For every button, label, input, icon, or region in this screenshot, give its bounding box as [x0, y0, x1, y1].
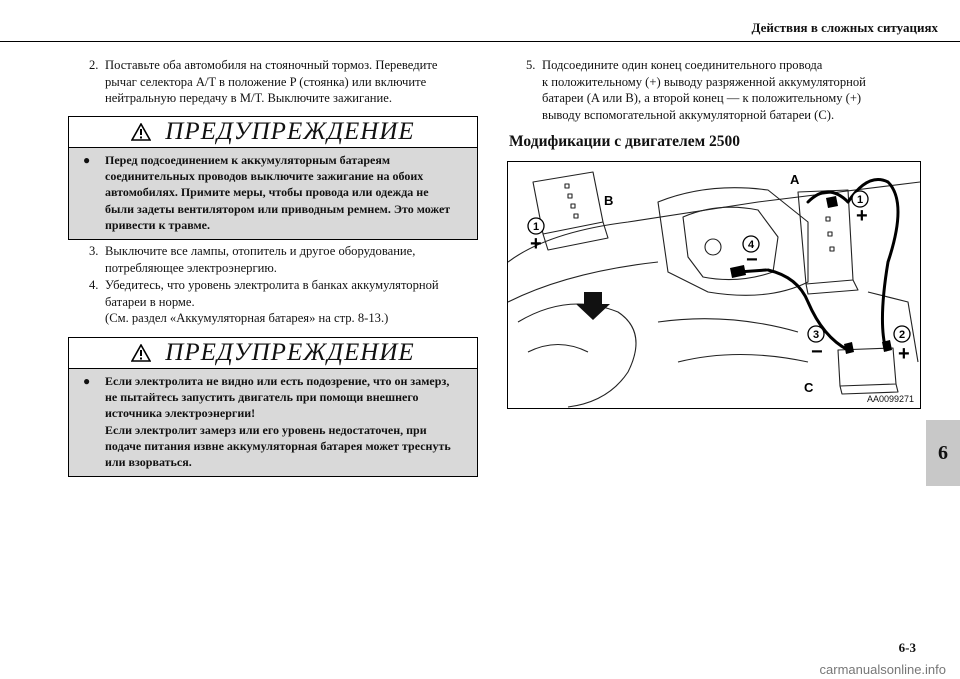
step-line: (См. раздел «Аккумуляторная батарея» на стр. 8-13.) — [105, 311, 389, 325]
step-4 — [89, 277, 489, 327]
step-line: нейтральную передачу в M/T. Выключите зажигание. — [105, 91, 392, 105]
callout-1-right: 1 — [856, 194, 864, 206]
warning-title: ПРЕДУПРЕЖДЕНИЕ — [165, 339, 415, 366]
warning-triangle-icon — [131, 344, 151, 362]
warning-line: Если электролита не видно или есть подозрение, что он замерз, — [105, 374, 450, 388]
watermark: carmanualsonline.info — [819, 662, 946, 677]
step-line: рычаг селектора A/T в положение P (стоянка) или включите — [105, 74, 427, 89]
step-line: Поставьте оба автомобиля на стояночный тормоз. Переведите — [105, 58, 438, 72]
header-divider — [0, 41, 960, 42]
warning-line: автомобилях. Примите меры, чтобы провода или одежда не — [105, 185, 429, 200]
step-number: 3. — [89, 244, 99, 258]
warning-box-1 — [68, 116, 478, 240]
callout-4: 4 — [747, 239, 755, 251]
callout-3: 3 — [812, 329, 820, 341]
step-number: 5. — [526, 58, 536, 72]
step-line: выводу вспомогательной аккумуляторной батареи (C). — [542, 107, 835, 122]
step-2 — [89, 57, 489, 107]
minus-sign-ground: − — [746, 249, 758, 271]
plus-sign-left: + — [530, 233, 542, 255]
figure-code: AA0099271 — [866, 394, 914, 404]
warning-line: Если электролит замерз или его уровень недостаточен, при — [105, 422, 427, 437]
step-line: батареи (A или B), а второй конец — к положительному (+) — [542, 91, 862, 105]
chapter-tab: 6 — [926, 420, 960, 486]
warning-line: или взорваться. — [105, 455, 192, 470]
chapter-title: Действия в сложных ситуациях — [751, 20, 938, 35]
warning-triangle-icon — [131, 123, 151, 141]
warning-line: соединительных проводов выключите зажигание на обоих — [105, 169, 424, 184]
warning-body — [69, 369, 477, 476]
warning-header — [69, 338, 477, 369]
step-line: к положительному (+) выводу разряженной аккумуляторной — [542, 74, 866, 89]
warning-box-2 — [68, 337, 478, 477]
plus-sign-right: + — [856, 205, 868, 227]
step-5 — [526, 57, 926, 123]
warning-body — [69, 148, 477, 239]
warning-title: ПРЕДУПРЕЖДЕНИЕ — [165, 118, 415, 145]
label-battery-b: B — [604, 193, 614, 208]
plus-sign-booster: + — [898, 343, 910, 365]
step-number: 2. — [89, 58, 99, 72]
step-3 — [89, 243, 489, 276]
bullet-icon: ● — [83, 374, 91, 388]
callout-1-left: 1 — [532, 221, 540, 233]
step-line: Выключите все лампы, отопитель и другое оборудование, — [105, 244, 416, 258]
warning-line: подаче питания извне аккумуляторная батарея может треснуть — [105, 438, 451, 453]
step-line: потребляющее электроэнергию. — [105, 260, 277, 275]
warning-header — [69, 117, 477, 148]
bullet-icon: ● — [83, 153, 91, 167]
minus-sign-booster: − — [811, 341, 823, 363]
callout-2: 2 — [898, 329, 906, 341]
warning-line: Перед подсоединением к аккумуляторным батареям — [105, 153, 391, 167]
warning-line: источника электроэнергии! — [105, 406, 256, 421]
warning-line: были задеты вентилятором или приводным ремнем. Это может — [105, 201, 451, 216]
label-battery-a: A — [790, 172, 800, 187]
step-line: Убедитесь, что уровень электролита в банках аккумуляторной — [105, 278, 439, 292]
step-line: Подсоедините один конец соединительного провода — [542, 58, 823, 72]
label-battery-c: C — [804, 380, 814, 395]
page-number: 6-3 — [898, 640, 916, 655]
step-number: 4. — [89, 278, 99, 292]
engine-bay-drawing — [508, 162, 920, 408]
warning-line: не пытайтесь запустить двигатель при помощи внешнего — [105, 390, 419, 405]
jump-start-illustration — [507, 161, 921, 409]
warning-line: привести к травме. — [105, 217, 210, 232]
section-heading: Модификации с двигателем 2500 — [509, 133, 741, 150]
step-line: батареи в норме. — [105, 294, 195, 309]
